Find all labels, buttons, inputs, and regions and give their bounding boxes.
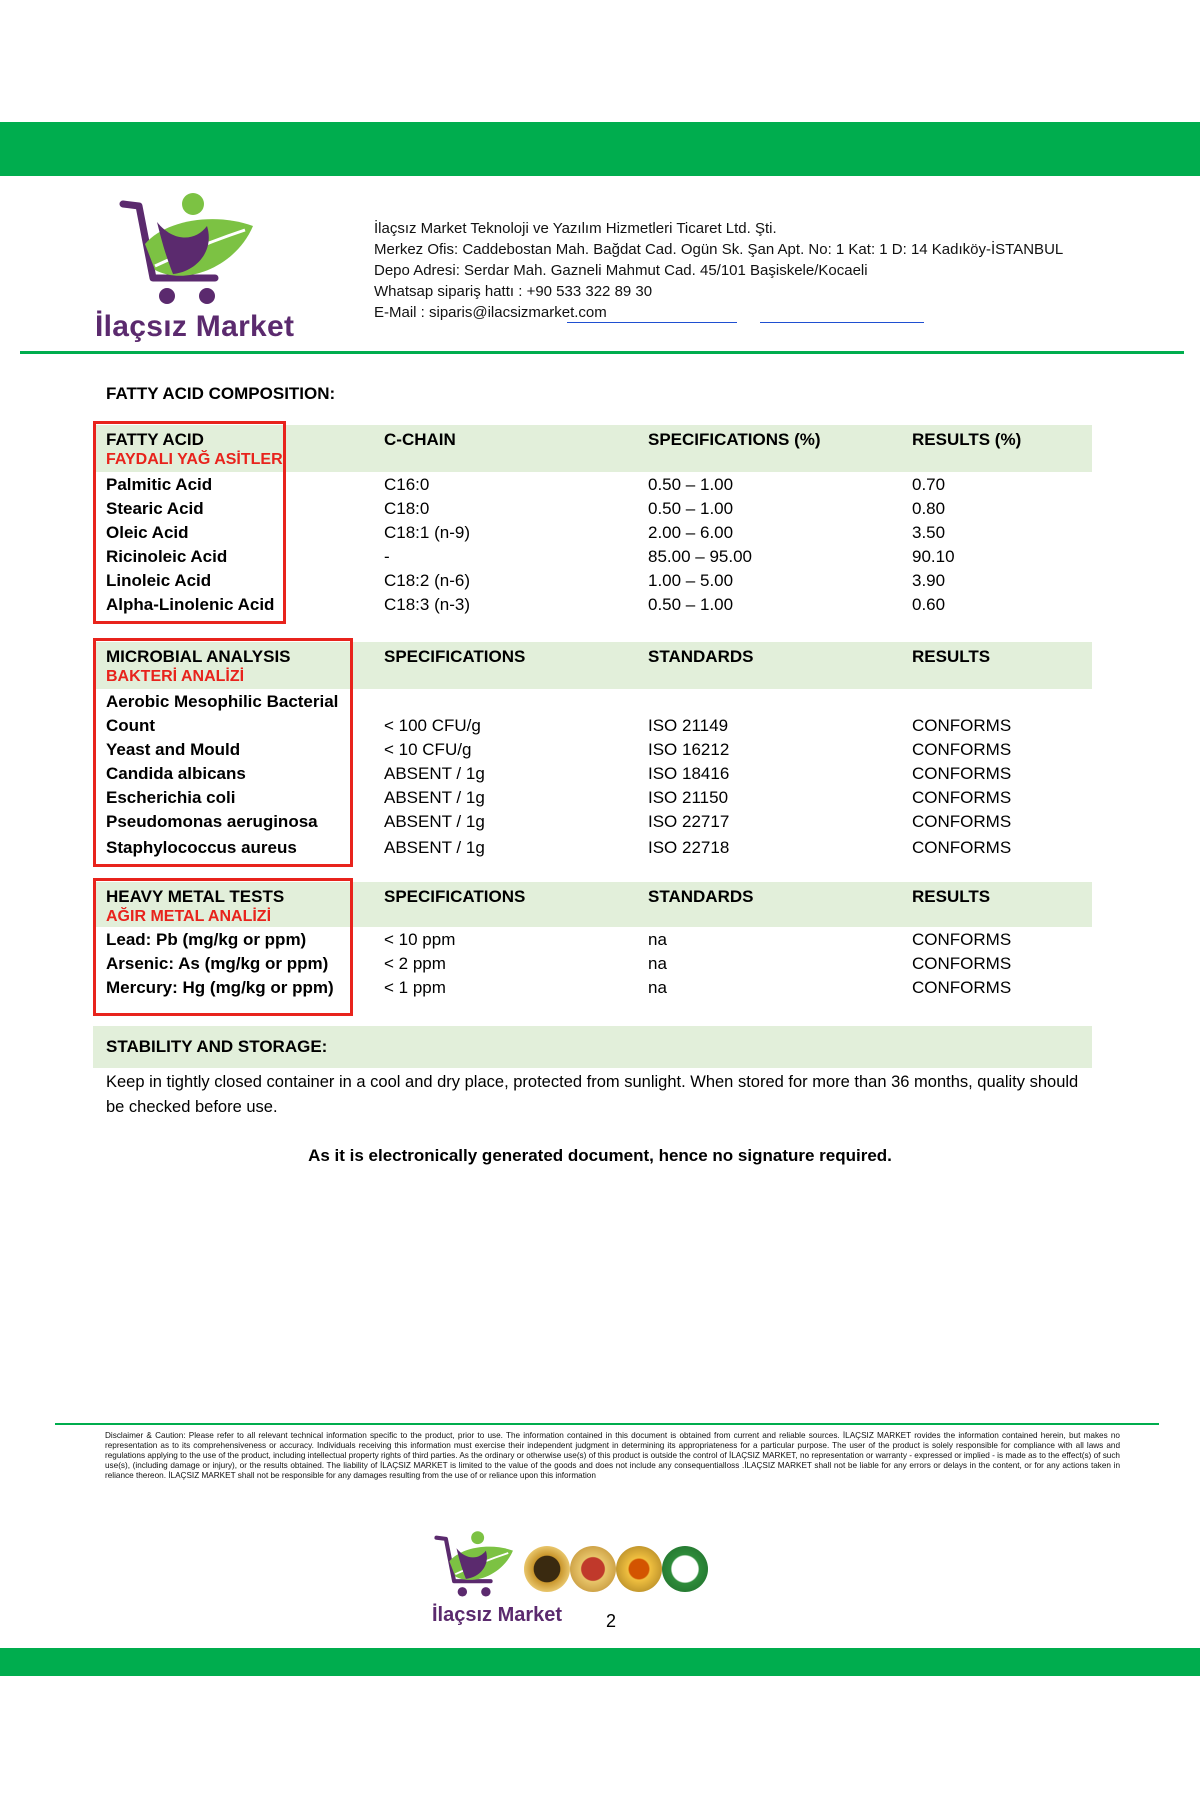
row-spec: 0.50 – 1.00 [648,475,734,494]
row-name: Palmitic Acid [106,475,213,494]
row-name: Linoleic Acid [106,571,212,590]
row-name: Escherichia coli [106,788,236,807]
header-cell: MICROBIAL ANALYSIS [106,647,291,666]
header-subtitle: BAKTERİ ANALİZİ [106,668,245,685]
header-cell: RESULTS [912,887,991,906]
footer-divider [55,1423,1159,1425]
row-name: Stearic Acid [106,499,204,518]
row-result: 0.80 [912,499,946,518]
row-spec: < 10 ppm [384,930,456,949]
row-chain: C18:2 (n-6) [384,571,470,590]
row-chain: - [384,547,390,566]
logo-icon [95,182,265,312]
header-cell: SPECIFICATIONS (%) [648,430,821,449]
company-depot: Depo Adresi: Serdar Mah. Gazneli Mahmut Cad. 45/101 Başiskele/Kocaeli [374,262,868,279]
disclaimer-text: Disclaimer & Caution: Please refer to all relevant technical information specific to the product, prior to use. The information contained in this document is obtained from current and reliable sources. İLAÇSIZ MARKET rovides the information contained herein, but makes no representation as to its comprehensiveness or accuracy. Individuals receiving this information must exercise their independent judgment in determining its appropriateness for a particular purpose. The user of the product is solely responsible for compliance with all laws and regulations applying to the use of the product, including intellectual property rights of third parties. As the ordinary or otherwise use(s) of this product is outside the control of İLAÇSIZ MARKET, no representation or warranty - expressed or implied - is made as to the effect(s) of such use(s), (including damage or injury), or the results obtained. The liability of İLAÇSIZ MARKET is limited to the value of the goods and does not include any consequentialloss .İLAÇSIZ MARKET shall not be liable for any errors or delays in the content, or for any actions taken in reliance thereon. İLAÇSIZ MARKET shall not be responsible for any damages resulting from the use of or reliance upon this information [105,1431,1120,1480]
row-standard: ISO 22718 [648,838,730,857]
footer-logo-text: İlaçsız Market [432,1604,563,1626]
certification-badges [524,1546,714,1596]
row-name: Pseudomonas aeruginosa [106,812,318,831]
highlight-box [93,638,353,867]
row-spec: ABSENT / 1g [384,812,485,831]
row-result: CONFORMS [912,812,1012,831]
row-result: CONFORMS [912,978,1012,997]
header-cell: FATTY ACID [106,430,204,449]
row-chain: C18:1 (n-9) [384,523,470,542]
header-cell: RESULTS (%) [912,430,1022,449]
row-result: CONFORMS [912,930,1012,949]
highlight-box [93,878,353,1016]
row-spec: ABSENT / 1g [384,788,485,807]
header-divider [20,351,1184,354]
company-email[interactable]: E-Mail : siparis@ilacsizmarket.com [374,304,607,321]
header-cell: STANDARDS [648,887,754,906]
logo-text: İlaçsız Market [95,310,295,343]
storage-header [93,1026,1092,1068]
row-standard: na [648,978,667,997]
row-spec: 85.00 – 95.00 [648,547,752,566]
row-standard: ISO 16212 [648,740,730,759]
storage-text: Keep in tightly closed container in a cool and dry place, protected from sunlight. When stored for more than 36 months, quality should be checked before use. [106,1073,1079,1116]
row-result: 90.10 [912,547,955,566]
bottom-green-bar [0,1648,1200,1676]
row-spec: 2.00 – 6.00 [648,523,734,542]
header-cell: SPECIFICATIONS [384,647,526,666]
row-name: Ricinoleic Acid [106,547,228,566]
row-name: Alpha-Linolenic Acid [106,595,275,614]
row-name: Staphylococcus aureus [106,838,297,857]
row-name: Candida albicans [106,764,246,783]
row-result: 3.50 [912,523,946,542]
row-result: 3.90 [912,571,946,590]
page-number: 2 [606,1611,617,1631]
header-cell: STANDARDS [648,647,754,666]
company-name: İlaçsız Market Teknoloji ve Yazılım Hizmetleri Ticaret Ltd. Şti. [374,220,777,237]
row-chain: C18:3 (n-3) [384,595,470,614]
company-logo [95,182,325,352]
row-chain: C18:0 [384,499,430,518]
quality-badge-icon [524,1546,570,1592]
row-result: 0.70 [912,475,946,494]
row-standard: na [648,930,667,949]
row-name: Count [106,716,156,735]
section-title: FATTY ACID COMPOSITION: [106,384,336,403]
row-spec: < 10 CFU/g [384,740,472,759]
row-standard: ISO 21149 [648,716,729,735]
row-result: CONFORMS [912,764,1012,783]
header-cell: RESULTS [912,647,991,666]
row-name: Aerobic Mesophilic Bacterial [106,692,339,711]
row-standard: ISO 18416 [648,764,730,783]
row-name: Mercury: Hg (mg/kg or ppm) [106,978,334,997]
row-standard: ISO 22717 [648,812,730,831]
header-cell: SPECIFICATIONS [384,887,526,906]
row-spec: < 100 CFU/g [384,716,481,735]
row-spec: < 1 ppm [384,978,446,997]
header-cell: HEAVY METAL TESTS [106,887,285,906]
header-subtitle: AĞIR METAL ANALİZİ [106,908,272,925]
row-name: Oleic Acid [106,523,189,542]
row-spec: 0.50 – 1.00 [648,499,734,518]
halal-badge-icon [662,1546,708,1592]
signature-note: As it is electronically generated document, hence no signature required. [308,1146,892,1165]
highlight-box [93,421,286,624]
top-green-bar [0,122,1200,176]
row-result: CONFORMS [912,788,1012,807]
header-cell: C-CHAIN [384,430,456,449]
row-standard: na [648,954,667,973]
link-underline [760,322,924,323]
company-info [374,218,1063,323]
row-name: Lead: Pb (mg/kg or ppm) [106,930,307,949]
row-name: Arsenic: As (mg/kg or ppm) [106,954,329,973]
iso-badge-icon [570,1546,616,1592]
row-result: 0.60 [912,595,946,614]
header-subtitle: FAYDALI YAĞ ASİTLERİ [106,451,288,468]
row-result: CONFORMS [912,740,1012,759]
company-whatsapp: Whatsap sipariş hattı : +90 533 322 89 30 [374,283,653,300]
gmp-badge-icon [616,1546,662,1592]
row-spec: < 2 ppm [384,954,446,973]
row-result: CONFORMS [912,716,1012,735]
row-spec: 1.00 – 5.00 [648,571,734,590]
row-result: CONFORMS [912,954,1012,973]
row-spec: ABSENT / 1g [384,764,485,783]
row-standard: ISO 21150 [648,788,729,807]
storage-title: STABILITY AND STORAGE: [106,1037,328,1056]
row-name: Yeast and Mould [106,740,241,759]
row-spec: 0.50 – 1.00 [648,595,734,614]
logo-icon [420,1520,520,1606]
row-chain: C16:0 [384,475,430,494]
link-underline [567,322,737,323]
row-result: CONFORMS [912,838,1012,857]
company-office: Merkez Ofis: Caddebostan Mah. Bağdat Cad. Ogün Sk. Şan Apt. No: 1 Kat: 1 D: 14 Kadıköy-İSTANBUL [374,241,1064,258]
row-spec: ABSENT / 1g [384,838,485,857]
